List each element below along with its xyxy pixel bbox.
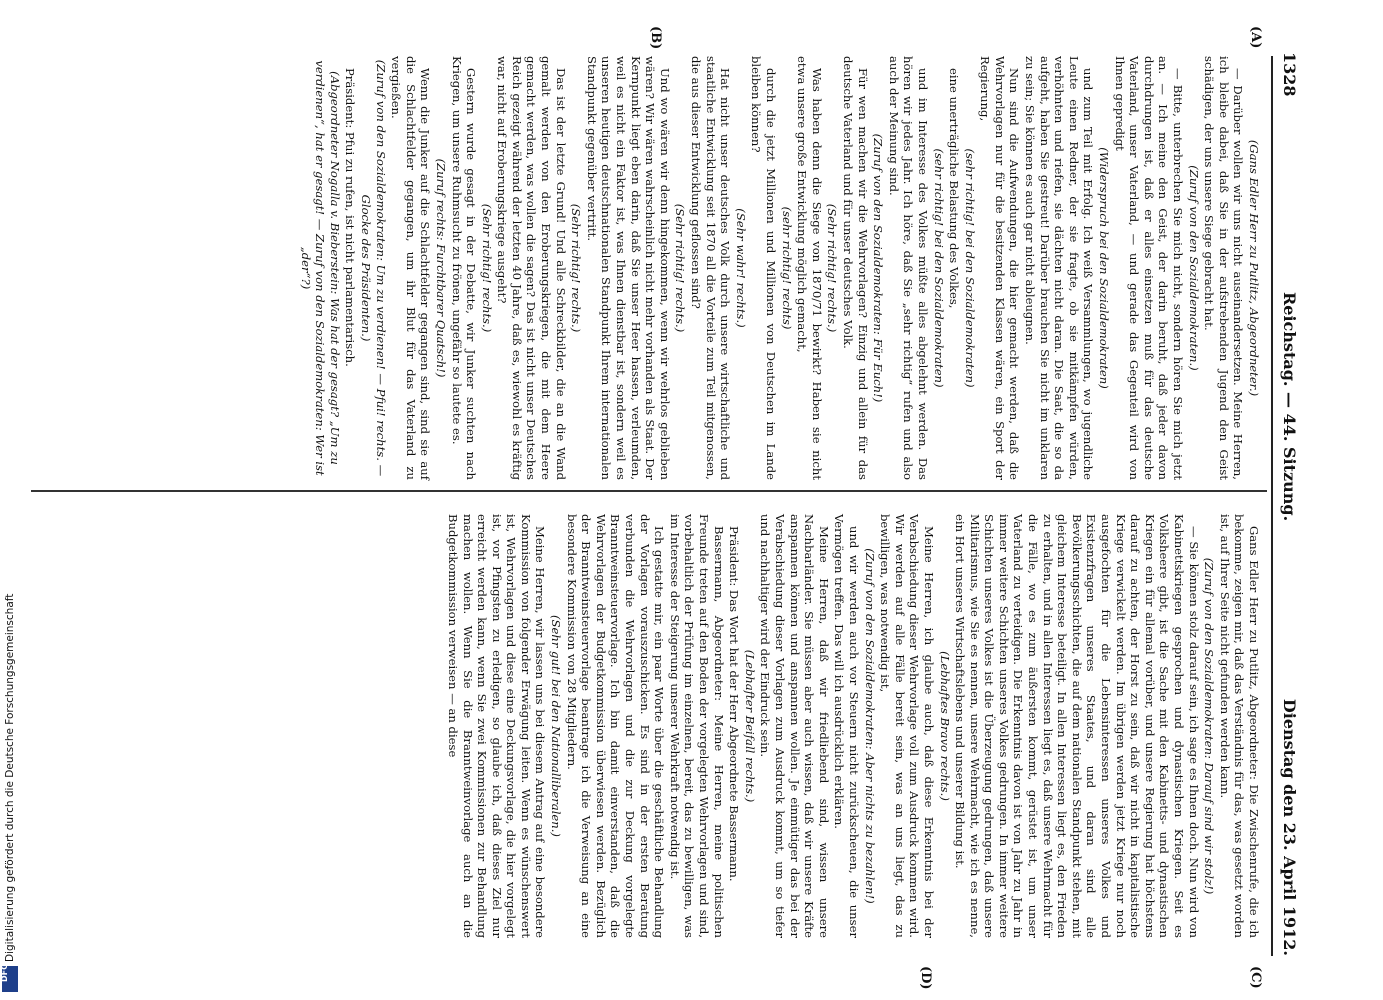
interjection-line: (sehr richtig! bei den Sozialdemokraten): [931, 148, 946, 388]
speech-paragraph: — Bitte, unterbrechen Sie mich nicht, sondern hören Sie mich jetzt an. — Ich meine den Geist, der darin beruht, daß jeder davon durchdrungen ist, daß er alles einsetzen muß für das deutsche Vaterland, unser Vaterland, — und gerade das Gegenteil wird von Ihnen gepredigt: [1112, 56, 1186, 480]
interjection-line: (Zuruf von den Sozialdemokraten.): [1186, 165, 1201, 371]
speech-paragraph: durch die jetzt Millionen und Millionen von Deutschen im Lande bleiben können?: [749, 56, 778, 480]
interjection-line: (Zuruf von den Sozialdemokraten: Aber nichts zu bezahlen!): [862, 548, 877, 904]
interjection-line: (Gans Edler Herr zu Putlitz, Abgeordneter.): [1247, 139, 1261, 397]
margin-marker-a: (A): [1248, 26, 1263, 49]
column-divider: [31, 490, 1267, 492]
speech-paragraph: Meine Herren, ich glaube auch, daß diese Erkenntnis bei der Verabschiedung dieser Wehrvorlage voll zum Ausdruck kommen wird. Wir werden auf alle Fälle bereit sein, was an uns liegt, das zu bewilligen, was notwendig ist,: [878, 514, 936, 938]
margin-marker-b: (B): [648, 26, 663, 50]
right-text-column: [444, 514, 1261, 938]
interjection-line: (Sehr richtig! rechts.): [479, 203, 494, 333]
interjection-line: (Abgeordneter Nogalla v. Bieberstein: Was hat der gesagt? „Um zu verdienen“, hat er gesagt! — Zuruf von den Sozialdemokraten: Wer ist „der“?): [298, 60, 342, 476]
speech-paragraph: Präsident: Pfui zu rufen, ist nicht parlamentarisch.: [343, 68, 358, 367]
interjection-line: (Lebhaftes Bravo rechts.): [937, 651, 952, 801]
interjection-line: (Sehr gut! bei den Nationalliberalen.): [549, 615, 564, 837]
speech-paragraph: Das ist der letzte Grund! Und alle Schreckbilder, die an die Wand gemalt werden von den Eroberungskriegen, die mit dem Heere gemacht werden, was wollen die sagen? Das ist nicht unser Deutsches Reich gezeigt während der letzten 40 Jahre, daß es, wiewohl es kräftig war, nicht auf Eroberungskriege ausgeht?: [495, 56, 568, 480]
interjection-line: (Zuruf von den Sozialdemokraten: Um zu verdienen! — Pfui! rechts. — Glocke des Präsidenten.): [358, 59, 388, 477]
interjection-line: (sehr richtig! rechts): [779, 206, 794, 330]
interjection-line: (Zuruf rechts: Furchtbarer Quatsch!): [433, 158, 448, 378]
session-date: Dienstag den 23. April 1912.: [1280, 698, 1299, 956]
interjection-line: (Sehr richtig! rechts.): [673, 203, 688, 333]
speech-paragraph: Meine Herren, wir lassen uns bei diesem Antrag auf eine besondere Kommission von folgender Erwägung leiten. Wenn es wünschenswert ist, Wehrvorlagen und diese eine Deckungsvorlage, die hier vorgelegt ist, vor Pfingsten zu erledigen, so glaube ich, daß dieses Ziel nur erreicht werden kann, wenn Sie zwei Kommissionen zur Behandlung machen wollen. Wenn Sie die Branntweinvorlage auch an die Budgetkommission verweisen — an diese: [445, 514, 548, 938]
speech-paragraph: Was haben denn die Siege von 1870/71 bewirkt? Haben sie nicht etwa unsere große Entwicklung möglich gemacht,: [795, 56, 824, 480]
header-rule: [1271, 56, 1273, 956]
page-header: [1273, 52, 1303, 956]
speech-paragraph: Gans Edler Herr zu Putlitz, Abgeordneter: Die Zwischenrufe, die ich bekomme, zeigen mir, daß das Verständnis für das, was gesetzt worden ist, auf Ihrer Seite nicht gefunden werden kann.: [1217, 514, 1261, 938]
page-number: 1328: [1280, 52, 1299, 97]
interjection-line: (Sehr wahr! rechts.): [733, 208, 748, 328]
speech-paragraph: Meine Herren, daß wir friedliebend sind, wissen unsere Nachbarländer. Sie müssen aber auch wissen, daß wir unsere Kräfte anspannen können und anspannen wollen. Je einmütiger das bei der Verabschiedung dieser Vorlagen zum Ausdruck kommt, um so tiefer und nachhaltiger wird der Eindruck sein.: [758, 514, 831, 938]
speech-paragraph: Nun sind die Aufwendungen, die hier gemacht werden, daß die Wehrvorlagen nur für die besitzenden Klassen wären, ein Sport der Regierung,: [978, 56, 1022, 480]
speech-paragraph: Und wo wären wir denn hingekommen, wenn wir wehrlos geblieben wären? Wir wären wahrscheinlich nicht mehr vorhanden als Staat. Der Kernpunkt liegt eben darin, daß Sie unser Heer hassen, verleumden, weil es nicht ein Faktor ist, was Ihnen dienstbar ist, sondern weil es unseren heutigen deutschnationalen Standpunkt Ihrem internationalen Standpunkt gegenüber vertritt.: [584, 56, 672, 480]
funding-note: Digitalisierung gefördert durch die Deutsche Forschungsgemeinschaft: [4, 593, 16, 962]
speech-paragraph: und zum Teil mit Erfolg. Ich weiß Versammlungen, wo jugendliche Leute einen Redner, der sie fragte, ob sie mitkämpfen würden, verhöhnten und riefen, sie dächten nicht daran. Die Saat, die so da aufgeht, haben Sie gestreut! Darüber brauchen Sie nicht im unklaren zu sein; Sie können es auch gar nicht ableugnen.: [1023, 56, 1096, 480]
speech-paragraph: Bassermann, Abgeordneter: Meine Herren, meine politischen Freunde treten auf den Boden der vorgelegten Wehrvorlagen und sind, vorbehaltlich der Prüfung im einzelnen, bereit, das zu bewilligen, was im Interesse der Steigerung unserer Wehrkraft notwendig ist.: [667, 514, 726, 938]
interjection-line: (Zuruf von den Sozialdemokraten: Darauf sind wir stolz!): [1202, 557, 1217, 895]
speech-paragraph: Präsident: Das Wort hat der Herr Abgeordnete Bassermann.: [727, 526, 742, 882]
dfg-logo-icon: [0, 963, 18, 992]
digitization-footer: [0, 0, 20, 1000]
speech-paragraph: Gestern wurde gesagt in der Debatte, wir Junker suchten nach Kriegen, um unsere Ruhmsucht zu frönen, ungefähr so lautete es.: [449, 56, 479, 480]
dfg-logo-text: DFG: [0, 963, 9, 982]
speech-paragraph: eine unerträgliche Belastung des Volkes,: [947, 68, 962, 309]
margin-marker-d: (D): [918, 966, 933, 990]
speech-paragraph: Wenn die Junker auf die Schlachtfelder gegangen sind, sind sie auf die Schlachtfelder gegangen, um ihr Blut für das Vaterland zu vergießen.: [389, 56, 433, 480]
speech-paragraph: — Sie können stolz darauf sein, ich sage es Ihnen doch. Nun wird von Kabinettskriegen gesprochen und dynastischen Kriegen. Seit es Volksheere gibt, ist die Sache mit den Kabinetts- und dynastischen Kriegen ein für allemal vorüber, und unsere Regierung hat höchstens darauf zu achten, der Horst zu sein, daß wir nicht in kapitalistische Kriege verwickelt werden. Im übrigen werden jetzt Kriege nur noch ausgefochten für die Lebensinteressen unseres Volkes und Existenzfragen unseres Staates, und daran sind alle Bevölkerungsschichten, die auf dem nationalen Standpunkt stehen, mit gleichem Interesse beteiligt. In allen Interessen liegt es, den Frieden zu erhalten, und in allen Interessen liegt es, daß unsere Wehrmacht für die Fälle, wo es zum äußersten kommt, gerüstet ist, um unser Vaterland zu verteidigen. Die Erkenntnis davon ist von Jahr zu Jahr in immer weitere Schichten unseres Volkes gedrungen. In immer weitere Schichten unseres Volkes ist die Überzeugung gedrungen, daß unsere Militarismus, wie Sie es nennen, unsere Wehrmacht, wie ich es nenne, ein Hort unseres Wirtschaftslebens und unserer Bildung ist.: [953, 514, 1201, 938]
margin-marker-c: (C): [1248, 966, 1263, 989]
speech-paragraph: — Darüber wollen wir uns nicht auseinandersetzen. Meine Herren, ich bleibe dabei, daß Sie in der aufstrebenden Jugend den Geist schädigen, der uns unsere Siege gebracht hat.: [1202, 56, 1246, 480]
interjection-line: (sehr richtig! bei den Sozialdemokraten): [962, 148, 977, 388]
speech-paragraph: Ich gestatte mir, ein paar Worte über die geschäftliche Behandlung der Vorlagen vorauszuschicken. Es sind in der ersten Beratung verbunden die Wehrvorlagen und die zur Deckung vorgelegte Branntweinsteuervorlage. Ich bin damit einverstanden, daß die Wehrvorlagen der Budgetkommission überwiesen werden. Bezüglich der Branntweinsteuervorlage beantrage ich die Verweisung an eine besondere Kommission von 28 Mitgliedern.: [564, 514, 667, 938]
speech-paragraph: und im Interesse des Volkes müßte alles abgelehnt werden. Das hören wir jedes Jahr. Ich höre, daß Sie „sehr richtig“ rufen und also auch der Meinung sind.: [886, 56, 930, 480]
interjection-line: (Sehr richtig! rechts.): [825, 203, 840, 333]
speech-paragraph: und wir werden auch vor Steuern nicht zurückscheuen, die unser Vermögen treffen. Das will ich ausdrücklich erklären.: [832, 514, 861, 938]
interjection-line: (Sehr richtig! rechts.): [569, 203, 584, 333]
speech-paragraph: Hat nicht unser deutsches Volk durch unsere wirtschaftliche und staatliche Entwicklung seit 1870 all die Vorteile zum Teil mitgenossen, die aus dieser Entwicklung geflossen sind?: [689, 56, 733, 480]
interjection-line: (Widerspruch bei den Sozialdemokraten): [1097, 147, 1112, 389]
left-text-column: [297, 56, 1261, 480]
interjection-line: (Zuruf von den Sozialdemokraten: Für Euch!): [871, 133, 886, 403]
interjection-line: (Lebhafter Beifall rechts.): [742, 649, 757, 803]
session-title: Reichstag. — 44. Sitzung.: [1280, 292, 1299, 522]
speech-paragraph: Für wen machen wir die Wehrvorlagen? Einzig und allein für das deutsche Vaterland und für unser deutsches Volk.: [840, 56, 870, 480]
